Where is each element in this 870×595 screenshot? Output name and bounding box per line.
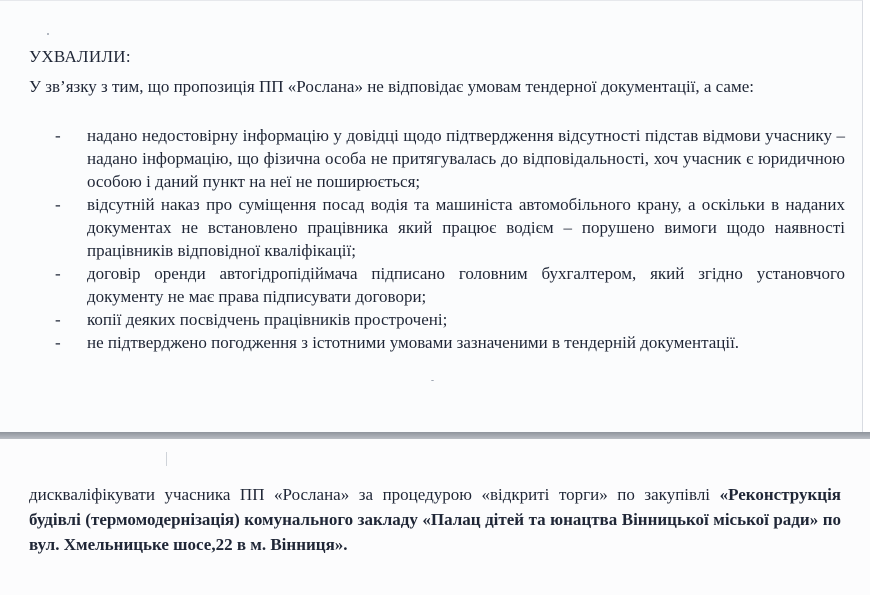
finding-item: - не підтверджено погодження з істотними умовами зазначеними в тендерній документації.: [55, 331, 845, 354]
section-heading: УХВАЛИЛИ:: [29, 47, 131, 66]
scan-speck: [431, 380, 434, 381]
finding-item: - надано недостовірну інформацію у довідці щодо підтвердження відсутності підстав відмови учаснику – надано інформацію, що фізична особа не притягувалась до відповідальності, хоч учасник є юридичною особою і даний пункт на неї не поширюється;: [55, 124, 845, 193]
page-separator: [0, 432, 870, 439]
decision-lead-text: дискваліфікувати учасника ПП «Рослана» за процедурою «відкриті торги» по закупівлі: [29, 485, 720, 504]
decision-paragraph: [29, 482, 841, 557]
scan-speck: [166, 452, 167, 466]
intro-paragraph: У зв’язку з тим, що пропозиція ПП «Рослана» не відповідає умовам тендерної документації, а саме:: [29, 77, 755, 96]
finding-item: - договір оренди автогідропідіймача підписано головним бухгалтером, який згідно установчого документу не має права підписувати договори;: [55, 262, 845, 308]
scan-speck: [47, 33, 49, 35]
finding-item: - відсутній наказ про суміщення посад водія та машиніста автомобільного крану, а оскільки в наданих документах не встановлено працівника який працює водієм – порушено вимоги щодо наявності працівників відповідної кваліфікації;: [55, 193, 845, 262]
procurement-subject: «Реконструкція будівлі (термомодернізація) комунального закладу «Палац дітей та юнацтва Вінницької міської ради» по вул. Хмельницьке шосе,22 в м. Вінниця».: [29, 485, 841, 554]
finding-item: - копії деяких посвідчень працівників прострочені;: [55, 308, 845, 331]
findings-list: [55, 124, 845, 354]
